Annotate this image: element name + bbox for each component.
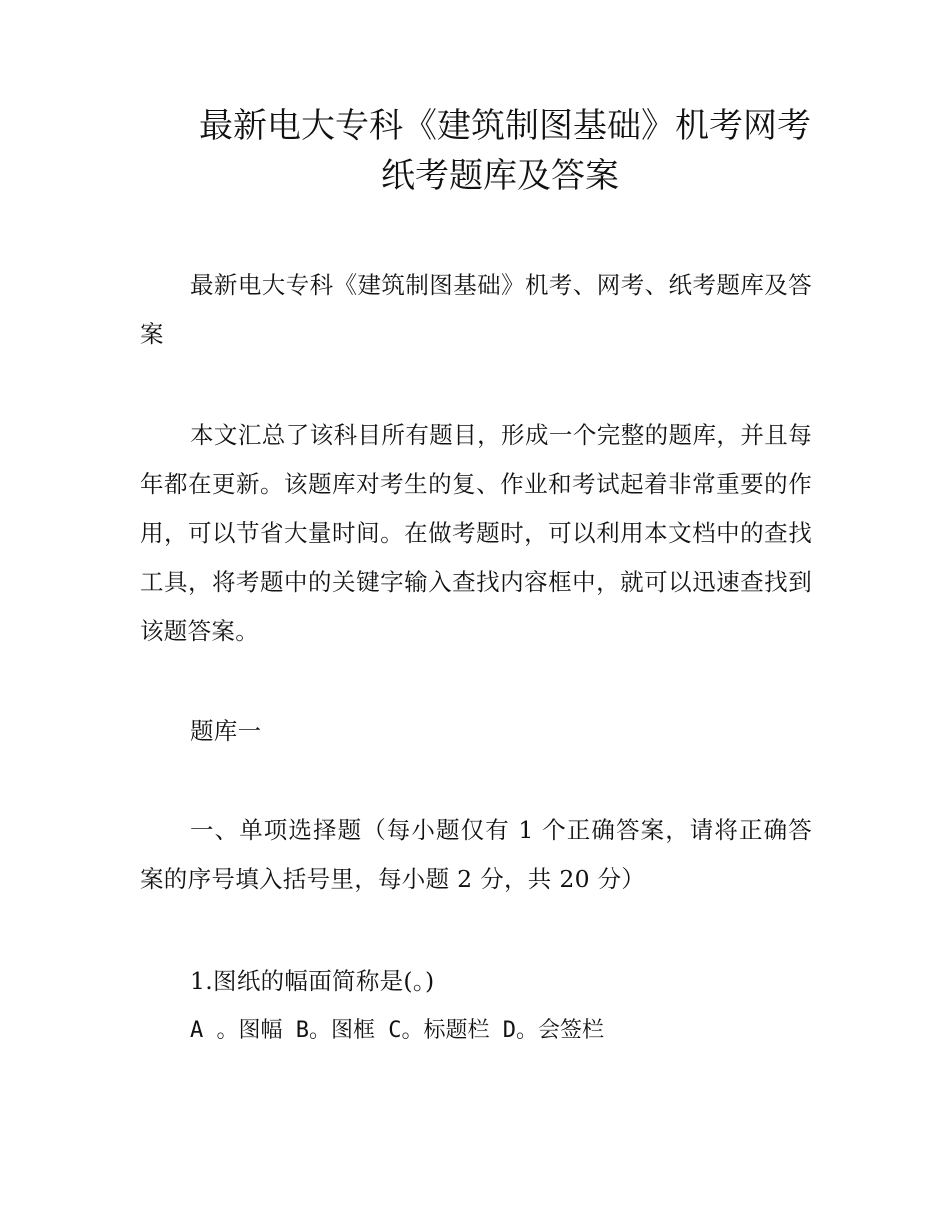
intro-paragraph: 本文汇总了该科目所有题目，形成一个完整的题库，并且每年都在更新。该题库对考生的复、作业和考试起着非常重要的作用，可以节省大量时间。在做考题时，可以利用本文档中的查找工具，将考题中的关键字输入查找内容框中，就可以迅速查找到该题答案。: [140, 421, 812, 645]
question-1-options: A 。图幅 B。图框 C。标题栏 D。会签栏: [190, 1018, 604, 1043]
section-heading: 一、单项选择题（每小题仅有 1 个正确答案，请将正确答案的序号填入括号里，每小题 2 分，共 20 分）: [140, 816, 812, 893]
question-1-stem: 1.图纸的幅面简称是(。): [190, 967, 435, 995]
document-title-line-2: 纸考题库及答案: [381, 156, 619, 196]
document-subtitle: 最新电大专科《建筑制图基础》机考、网考、纸考题库及答案: [140, 271, 812, 348]
bank-heading: 题库一: [190, 717, 262, 745]
document-title-line-1: 最新电大专科《建筑制图基础》机考网考: [199, 106, 811, 146]
